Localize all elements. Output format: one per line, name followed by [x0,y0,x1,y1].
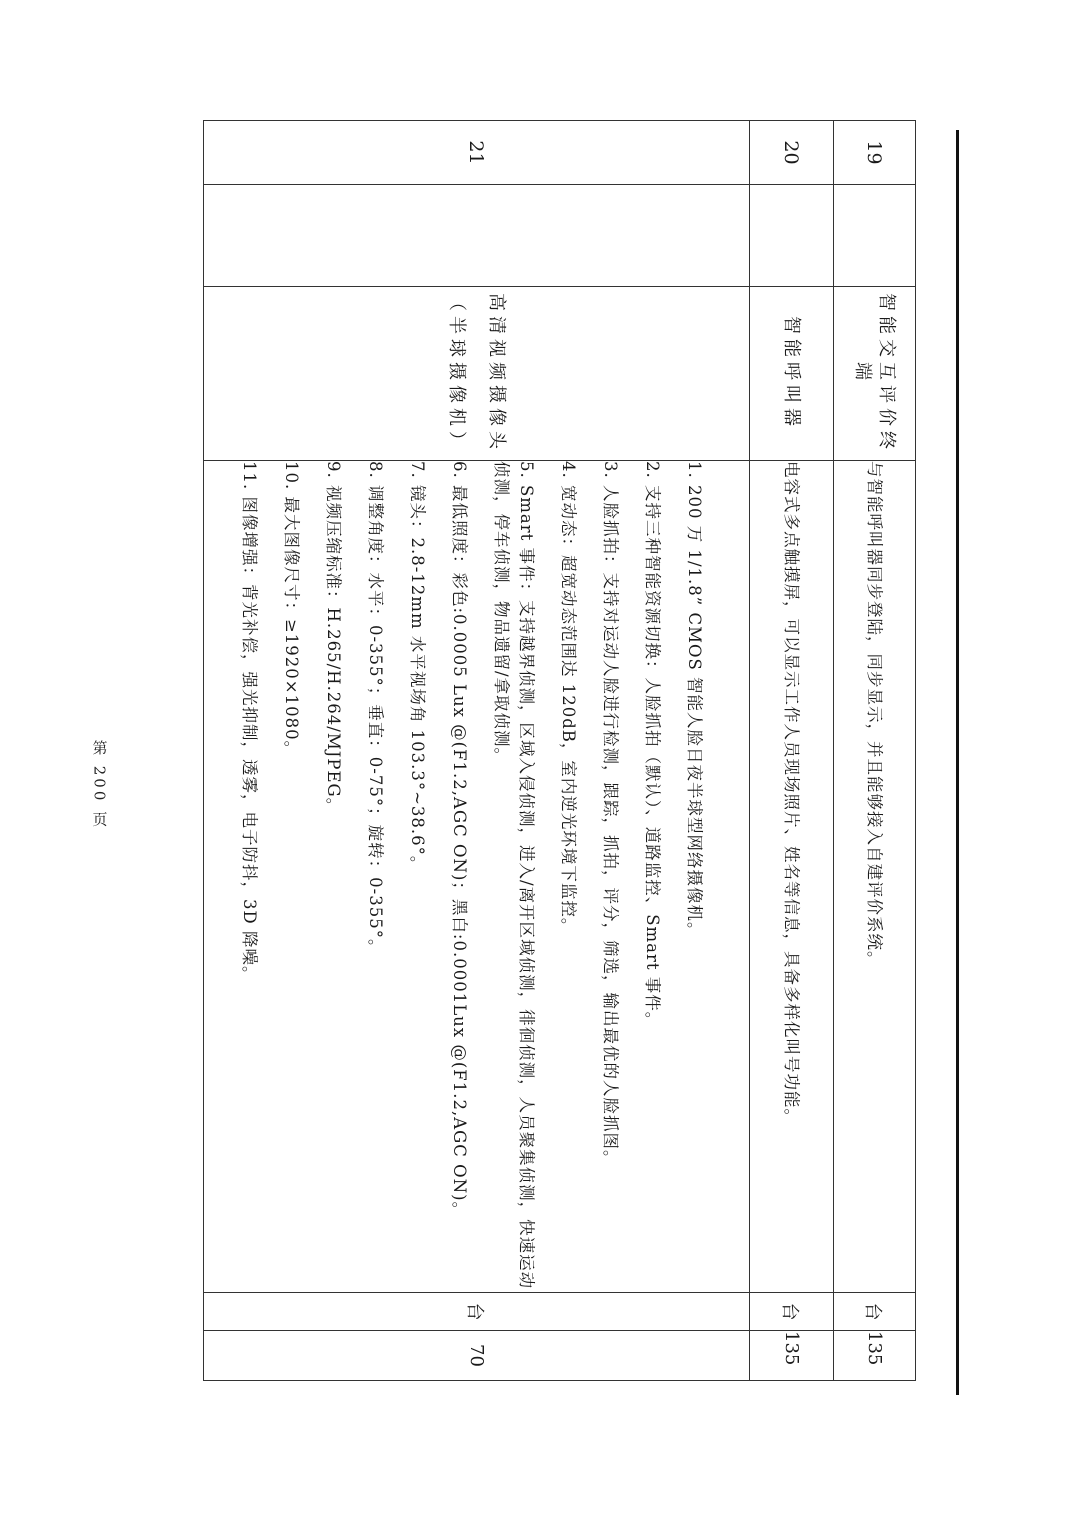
spec-line: 9. 视频压缩标准：H.265/H.264/MJPEG。 [324,461,344,816]
item-spec [750,461,834,1293]
spec-line: 11. 图像增强：背光补偿，强光抑制，透雾，电子防抖，3D 降噪。 [240,461,260,984]
item-unit: 台 [204,1293,750,1331]
spec-line: 5. Smart 事件：支持越界侦测，区域入侵侦测，进入/离开区域侦测，徘徊侦测，人员聚集侦测，快速运动侦测，停车侦测，物品遗留/拿取侦测。 [492,461,537,1290]
spec-line: 6. 最低照度：彩色:0.0005 Lux @(F1.2,AGC ON)；黑白:0.0001Lux @(F1.2,AGC ON)。 [450,461,470,1220]
item-name-line: 高清视频摄像头 [486,293,508,454]
spec-line: 3. 人脸抓拍：支持对运动人脸进行检测，跟踪，抓拍，评分，筛选，输出最优的人脸抓图。 [601,461,621,1168]
item-unit: 台 [834,1293,916,1331]
spec-line: 2. 支持三种智能资源切换：人脸抓拍（默认）、道路监控、Smart 事件。 [643,461,663,1030]
spec-line: 电容式多点触摸屏，可以显示工作人员现场照片、姓名等信息，具备多样化叫号功能。 [782,461,801,1126]
item-spec [834,461,916,1293]
item-name: 智能呼叫器 [750,287,834,461]
spec-line: 1. 200 万 1/1.8” CMOS 智能人脸日夜半球型网络摄像机。 [685,461,705,940]
blank-cell [750,185,834,287]
item-unit: 台 [750,1293,834,1331]
page-right-rule [956,130,959,1395]
item-quantity: 70 [204,1331,750,1381]
item-name: 智能交互评价终端 [834,287,916,461]
spec-line: 7. 镜头：2.8-12mm 水平视场角 103.3°~38.6°。 [408,461,428,874]
spec-line: 8. 调整角度：水平：0-355°；垂直：0-75°；旋转：0-355°。 [366,461,386,957]
item-quantity: 135 [750,1331,834,1381]
spec-line: 4. 宽动态：超宽动态范围达 120dB，室内逆光环境下监控。 [559,461,579,936]
item-spec [204,461,750,1293]
rotated-table-body [204,120,916,1380]
row-index: 20 [750,121,834,185]
spec-line: 与智能呼叫器同步登陆，同步显示，并且能够接入自建评价系统。 [865,461,884,969]
equipment-spec-table [203,120,916,1381]
table-row [750,121,834,1381]
row-index: 19 [834,121,916,185]
item-name [204,287,750,461]
row-index: 21 [204,121,750,185]
item-quantity: 135 [834,1331,916,1381]
table-row [204,121,750,1381]
rotated-table-frame [204,120,916,1380]
table-row [834,121,916,1381]
spec-line: 10. 最大图像尺寸：≥1920×1080。 [282,461,302,759]
blank-cell [204,185,750,287]
blank-cell [834,185,916,287]
item-name-line: （半球摄像机） [446,293,468,454]
page-number: 第 200 页 [90,740,109,830]
